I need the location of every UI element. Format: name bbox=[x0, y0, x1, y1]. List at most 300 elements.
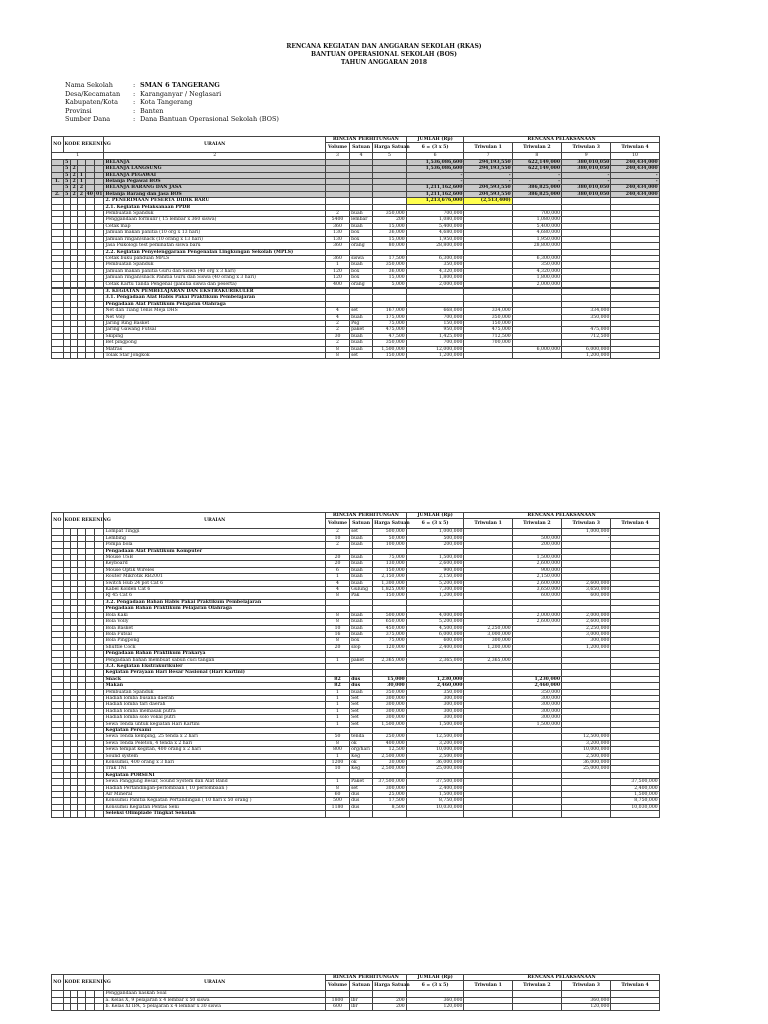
row-harga: 1,300,000 bbox=[373, 580, 407, 586]
row-triwulan-1: 294,193,550 bbox=[464, 159, 512, 165]
col-volume-header: Volume bbox=[325, 981, 349, 991]
col-tw4-header: Triwulan 4 bbox=[611, 981, 659, 991]
row-volume: 2 bbox=[325, 211, 349, 217]
row-harga: 17,500 bbox=[373, 798, 407, 804]
identity-value: Karanganyar / Neglasari bbox=[140, 89, 222, 98]
row-satuan: box bbox=[350, 275, 373, 281]
row-triwulan-3: 2,500,000 bbox=[562, 753, 611, 759]
row-uraian: Hadiah lomba solo vokal putri bbox=[104, 715, 325, 721]
row-volume: 20 bbox=[325, 555, 349, 561]
row-jumlah: 1,213,676,000 bbox=[406, 198, 464, 204]
row-jumlah: 360,000 bbox=[406, 997, 464, 1003]
row-kode bbox=[70, 1004, 77, 1010]
row-jumlah: 2,150,000 bbox=[406, 574, 464, 580]
row-harga: 30,000 bbox=[373, 683, 407, 689]
row-uraian: 2.1. Kegiatan Pelaksanaan PPDB bbox=[104, 204, 325, 210]
row-volume: 8 bbox=[325, 785, 349, 791]
row-triwulan-3: 12,500,000 bbox=[562, 734, 611, 740]
row-triwulan-2: 1,800,000 bbox=[512, 275, 561, 281]
row-volume: 1180 bbox=[325, 804, 349, 810]
row-triwulan-3: 1,200,000 bbox=[562, 644, 611, 650]
row-triwulan-4: 37,500,000 bbox=[611, 779, 659, 785]
row-triwulan-4: 1,500,000 bbox=[611, 792, 659, 798]
row-triwulan-2: 2,600,000 bbox=[512, 619, 561, 625]
col-tw1-header: Triwulan 1 bbox=[464, 143, 512, 153]
row-satuan: Keg bbox=[350, 766, 373, 772]
row-harga: 36,000 bbox=[373, 268, 407, 274]
row-triwulan-2: 350,000 bbox=[512, 262, 561, 268]
row-harga: 5,000 bbox=[373, 281, 407, 287]
row-triwulan-2: 6,300,000 bbox=[512, 255, 561, 261]
row-jumlah: 5,200,000 bbox=[406, 619, 464, 625]
row-triwulan-2: 900,000 bbox=[512, 567, 561, 573]
row-satuan: Keg bbox=[350, 753, 373, 759]
row-triwulan-4: 240,434,000 bbox=[611, 159, 659, 165]
col-jumlah-formula: 6 = (3 x 5) bbox=[406, 981, 464, 991]
row-jumlah: 1,500,000 bbox=[406, 721, 464, 727]
row-triwulan-3: 6,000,000 bbox=[562, 346, 611, 352]
row-jumlah: 1,950,000 bbox=[406, 236, 464, 242]
col-rencana-header: RENCANA PELAKSANAAN bbox=[464, 975, 659, 981]
row-satuan bbox=[350, 811, 373, 817]
colnum-cell: 9 bbox=[562, 153, 611, 159]
row-jumlah: 4,680,000 bbox=[406, 230, 464, 236]
colnum-cell: 6 bbox=[406, 153, 464, 159]
row-harga: 2,500,000 bbox=[373, 753, 407, 759]
row-uraian: Jasa Psikologi test peminatan siswa baru bbox=[104, 243, 325, 249]
row-triwulan-4 bbox=[611, 1004, 659, 1010]
col-satuan-header: Satuan bbox=[350, 519, 373, 529]
row-satuan: ok bbox=[350, 760, 373, 766]
row-triwulan-3: 10,000,000 bbox=[562, 747, 611, 753]
colnum-cell: 1 bbox=[52, 153, 104, 159]
row-volume: 82 bbox=[325, 676, 349, 682]
row-jumlah: 6,000,000 bbox=[406, 631, 464, 637]
row-harga: 75,000 bbox=[373, 638, 407, 644]
row-triwulan-2: 386,825,000 bbox=[512, 185, 561, 191]
colnum-cell: 2 bbox=[104, 153, 325, 159]
row-triwulan-1 bbox=[464, 353, 512, 359]
row-harga: 500,000 bbox=[373, 612, 407, 618]
row-volume: 600 bbox=[325, 1004, 349, 1010]
row-jumlah: 900,000 bbox=[406, 567, 464, 573]
col-tw3-header: Triwulan 3 bbox=[562, 981, 611, 991]
row-satuan: box bbox=[350, 638, 373, 644]
row-triwulan-2: 1,080,000 bbox=[512, 217, 561, 223]
identity-label: Desa/Kecamatan bbox=[65, 89, 121, 98]
row-triwulan-2 bbox=[512, 811, 561, 817]
row-volume: 1 bbox=[325, 753, 349, 759]
row-harga: 200 bbox=[373, 217, 407, 223]
row-uraian: a. Kelas X, 9 pelajaran x 4 lembar x 50 siswa bbox=[104, 997, 325, 1003]
row-triwulan-2: 500,000 bbox=[512, 535, 561, 541]
row-jumlah: 1,536,086,600 bbox=[406, 166, 464, 172]
row-triwulan-2: 1,230,000 bbox=[512, 676, 561, 682]
row-volume: 30 bbox=[325, 333, 349, 339]
row-satuan: orang bbox=[350, 281, 373, 287]
row-kode bbox=[78, 1004, 85, 1010]
row-uraian: Makan bbox=[104, 683, 325, 689]
row-kode: 5 bbox=[63, 172, 70, 178]
row-kode: 5 bbox=[63, 159, 70, 165]
col-uraian-header: URAIAN bbox=[104, 513, 325, 529]
identity-value: Kota Tangerang bbox=[140, 98, 193, 106]
row-satuan: box bbox=[350, 268, 373, 274]
row-satuan: buah bbox=[350, 574, 373, 580]
row-jumlah: 3,200,000 bbox=[406, 740, 464, 746]
identity-label: Nama Sekolah bbox=[65, 81, 113, 89]
row-harga: 47,500 bbox=[373, 333, 407, 339]
row-triwulan-2: 300,000 bbox=[512, 708, 561, 714]
row-triwulan-2: 622,149,000 bbox=[512, 159, 561, 165]
row-harga: 150,000 bbox=[373, 567, 407, 573]
row-jumlah: 2,460,000 bbox=[406, 683, 464, 689]
row-triwulan-4 bbox=[611, 811, 659, 817]
row-jumlah: 1,211,162,600 bbox=[406, 191, 464, 197]
row-jumlah: 4,000,000 bbox=[406, 612, 464, 618]
row-uraian: Jaring Gawang Futsal bbox=[104, 327, 325, 333]
identity-label: Kabupaten/Kota bbox=[65, 98, 119, 106]
row-triwulan-3: 360,000 bbox=[562, 997, 611, 1003]
identity-value: Dana Bantuan Operasional Sekolah (BOS) bbox=[140, 115, 279, 123]
row-uraian: Jamuan ringan/snack (10 orang x 13 hari) bbox=[104, 236, 325, 242]
row-satuan: set bbox=[350, 785, 373, 791]
row-triwulan-3: - bbox=[562, 179, 611, 185]
row-harga: 15,000 bbox=[373, 236, 407, 242]
row-jumlah: 300,000 bbox=[406, 702, 464, 708]
colnum-cell: 3 bbox=[325, 153, 349, 159]
row-triwulan-3: 300,000 bbox=[562, 638, 611, 644]
row-jumlah: 1,500,000 bbox=[406, 792, 464, 798]
row-triwulan-4: 8,750,000 bbox=[611, 798, 659, 804]
row-triwulan-1: 300,000 bbox=[464, 638, 512, 644]
row-satuan: Set bbox=[350, 708, 373, 714]
row-uraian: Matras bbox=[104, 346, 325, 352]
row-triwulan-3: 380,010,050 bbox=[562, 166, 611, 172]
row-kode bbox=[95, 353, 104, 359]
row-satuan: box bbox=[350, 230, 373, 236]
row-kode: 2 bbox=[78, 191, 85, 197]
colnum-cell: 5 bbox=[373, 153, 407, 159]
row-triwulan-3: 2,000,000 bbox=[562, 612, 611, 618]
school-identity-block bbox=[65, 81, 279, 124]
row-triwulan-1: 350,000 bbox=[464, 314, 512, 320]
col-harga-header: Harga Satuan bbox=[373, 519, 407, 529]
row-kode: 2 bbox=[70, 166, 77, 172]
row-uraian: 3.3. Kegiatan Ekstrakurikuler bbox=[104, 663, 325, 669]
row-jumlah: 1,500,000 bbox=[406, 555, 464, 561]
row-jumlah: 12,500,000 bbox=[406, 734, 464, 740]
rkas-table-page-3 bbox=[51, 974, 707, 1011]
row-kode: 2 bbox=[70, 191, 77, 197]
row-uraian: Pengadaan Bahan Praktikum Prakarya bbox=[104, 651, 325, 657]
row-kode: 5 bbox=[63, 166, 70, 172]
row-jumlah: 1,536,086,600 bbox=[406, 159, 464, 165]
row-triwulan-3: - bbox=[562, 172, 611, 178]
row-triwulan-1: (2,513,400) bbox=[464, 198, 512, 204]
row-volume: 1 bbox=[325, 702, 349, 708]
row-kode: 01 bbox=[96, 191, 103, 197]
row-jumlah: 2,365,000 bbox=[406, 657, 464, 663]
row-uraian: Pembuatan Spanduk bbox=[104, 262, 325, 268]
row-jumlah: 10,000,000 bbox=[406, 747, 464, 753]
row-jumlah: 2,600,000 bbox=[406, 561, 464, 567]
row-harga: 300,000 bbox=[373, 702, 407, 708]
report-year: TAHUN ANGGARAN 2018 bbox=[340, 59, 428, 66]
row-triwulan-2: 300,000 bbox=[512, 715, 561, 721]
row-volume: 4 bbox=[325, 580, 349, 586]
row-volume: 2 bbox=[325, 320, 349, 326]
row-kode bbox=[78, 811, 85, 817]
row-no bbox=[52, 811, 64, 817]
row-satuan: Set bbox=[350, 721, 373, 727]
row-jumlah: 350,000 bbox=[406, 689, 464, 695]
identity-label: Sumber Dana bbox=[65, 115, 111, 123]
row-no: 1. bbox=[52, 179, 64, 185]
row-jumlah: - bbox=[406, 172, 464, 178]
row-uraian: Switch Hub 24 pot Cat 6 bbox=[104, 580, 325, 586]
row-triwulan-4: - bbox=[611, 179, 659, 185]
row-triwulan-3: 380,010,050 bbox=[562, 191, 611, 197]
row-triwulan-1 bbox=[464, 811, 512, 817]
row-volume: 120 bbox=[325, 268, 349, 274]
row-satuan: lembar bbox=[350, 217, 373, 223]
row-jumlah: 37,500,000 bbox=[406, 779, 464, 785]
row-volume: 1 bbox=[325, 715, 349, 721]
row-volume: 82 bbox=[325, 683, 349, 689]
row-harga: 1,500,000 bbox=[373, 721, 407, 727]
row-harga: 2,150,000 bbox=[373, 574, 407, 580]
row-uraian: Kabel Kolden Cat 6 bbox=[104, 587, 325, 593]
row-satuan: Set bbox=[350, 715, 373, 721]
row-jumlah: 1,800,000 bbox=[406, 275, 464, 281]
row-harga: 300,000 bbox=[373, 785, 407, 791]
row-harga: 100,000 bbox=[373, 542, 407, 548]
row-uraian: BELANJA BARANG DAN JASA bbox=[104, 185, 325, 191]
row-jumlah: 10,030,000 bbox=[406, 804, 464, 810]
row-uraian: Bet pingpong bbox=[104, 340, 325, 346]
row-triwulan-4: 240,434,000 bbox=[611, 185, 659, 191]
col-jumlah-header: JUMLAH (Rp) bbox=[406, 137, 464, 143]
row-triwulan-3: 334,000 bbox=[562, 308, 611, 314]
row-satuan: dus bbox=[350, 792, 373, 798]
row-jumlah: 700,000 bbox=[406, 211, 464, 217]
row-satuan: buah bbox=[350, 625, 373, 631]
row-triwulan-2: 300,000 bbox=[512, 695, 561, 701]
row-uraian: Cetak Kartu Tanda Pengenal (panitia siswa dan peserta) bbox=[104, 281, 325, 287]
row-uraian: Pengadaan Bahan Praktikum Pelajaran Olahraga bbox=[104, 606, 325, 612]
col-jumlah-formula: 6 = (3 x 5) bbox=[406, 143, 464, 153]
row-uraian: b. Kelas XI IPA, 5 pelajaran x 4 lembar x 30 siswa bbox=[104, 1004, 325, 1010]
row-kode: 5 bbox=[63, 179, 70, 185]
row-triwulan-3: 2,600,000 bbox=[562, 580, 611, 586]
row-kode bbox=[63, 811, 70, 817]
row-uraian: BELANJA bbox=[104, 159, 325, 165]
row-uraian: Seleksi Olimpiade Tingkat Sekolah bbox=[104, 811, 325, 817]
row-triwulan-1: 334,000 bbox=[464, 308, 512, 314]
col-rincian-header: RINCIAN PERHITUNGAN bbox=[325, 513, 406, 519]
identity-colon: : bbox=[133, 115, 136, 123]
row-triwulan-3: 36,000,000 bbox=[562, 760, 611, 766]
row-volume: 1200 bbox=[325, 760, 349, 766]
row-satuan: Paket bbox=[350, 779, 373, 785]
row-uraian: 2. PENERIMAAN PESERTA DIDIK BARU bbox=[104, 198, 325, 204]
row-uraian: Belanja Pegawai BOS bbox=[104, 179, 325, 185]
row-satuan: Set bbox=[350, 702, 373, 708]
identity-row bbox=[65, 81, 279, 90]
row-jumlah: 4,500,000 bbox=[406, 625, 464, 631]
row-satuan: Pak bbox=[350, 593, 373, 599]
row-uraian: Konsumsi, 400 orang x 3 hari bbox=[104, 760, 325, 766]
row-triwulan-1: 204,593,550 bbox=[464, 185, 512, 191]
row-satuan: ok bbox=[350, 740, 373, 746]
row-kode bbox=[85, 811, 94, 817]
col-uraian-header: URAIAN bbox=[104, 137, 325, 153]
row-volume: 4 bbox=[325, 587, 349, 593]
identity-row bbox=[65, 98, 279, 107]
row-harga: 2,365,000 bbox=[373, 657, 407, 663]
row-uraian: Skiping bbox=[104, 333, 325, 339]
row-kode bbox=[85, 1004, 94, 1010]
row-uraian: Konsumsi Kegiatan Pentas Seni bbox=[104, 804, 325, 810]
row-triwulan-3: 380,010,050 bbox=[562, 159, 611, 165]
row-harga: 300,000 bbox=[373, 708, 407, 714]
col-jumlah-header: JUMLAH (Rp) bbox=[406, 513, 464, 519]
row-satuan: orang bbox=[350, 243, 373, 249]
row-triwulan-3: 25,000,000 bbox=[562, 766, 611, 772]
row-uraian: Jamuan makan panitia Guru dan Siswa (40 org x 3 hari) bbox=[104, 268, 325, 274]
row-satuan: buah bbox=[350, 631, 373, 637]
row-harga: 8,500 bbox=[373, 804, 407, 810]
row-triwulan-2: 386,825,000 bbox=[512, 191, 561, 197]
identity-value: SMAN 6 TANGERANG bbox=[140, 81, 220, 89]
row-satuan: slop bbox=[350, 644, 373, 650]
row-triwulan-2 bbox=[512, 1004, 561, 1010]
col-tw1-header: Triwulan 1 bbox=[464, 981, 512, 991]
row-satuan: Psg bbox=[350, 320, 373, 326]
row-kode bbox=[85, 353, 94, 359]
row-triwulan-1: 204,593,550 bbox=[464, 191, 512, 197]
row-jumlah: 150,000 bbox=[406, 320, 464, 326]
row-volume: 130 bbox=[325, 236, 349, 242]
row-volume: 1 bbox=[325, 779, 349, 785]
row-uraian: Belanja Barang dan Jasa BOS bbox=[104, 191, 325, 197]
row-harga: 300,000 bbox=[373, 695, 407, 701]
row-jumlah: 2,400,000 bbox=[406, 644, 464, 650]
row-jumlah: 5,400,000 bbox=[406, 223, 464, 229]
row-uraian: BELANJA LANGSUNG bbox=[104, 166, 325, 172]
row-satuan: set bbox=[350, 308, 373, 314]
row-jumlah: 2,400,000 bbox=[406, 785, 464, 791]
row-jumlah: 668,000 bbox=[406, 308, 464, 314]
row-triwulan-2: 622,149,000 bbox=[512, 166, 561, 172]
row-uraian: 3. KEGIATAN PEMBELAJARAN DAN EKSTRAKURIKULER bbox=[104, 288, 325, 294]
row-triwulan-2: 2,460,000 bbox=[512, 683, 561, 689]
row-uraian: Kegiatan PORSENI bbox=[104, 772, 325, 778]
row-uraian: Snack bbox=[104, 676, 325, 682]
row-volume: 1 bbox=[325, 708, 349, 714]
row-harga: 475,000 bbox=[373, 327, 407, 333]
colnum-cell: 4 bbox=[350, 153, 373, 159]
row-triwulan-3: 380,010,050 bbox=[562, 185, 611, 191]
row-uraian: Mouse Optik Wireles bbox=[104, 567, 325, 573]
row-volume: 8 bbox=[325, 619, 349, 625]
row-harga: 15,000 bbox=[373, 223, 407, 229]
row-triwulan-3: 600,000 bbox=[562, 593, 611, 599]
col-jumlah-formula: 6 = (3 x 5) bbox=[406, 519, 464, 529]
row-jumlah: 7,300,000 bbox=[406, 587, 464, 593]
col-rencana-header: RENCANA PELAKSANAAN bbox=[464, 513, 659, 519]
row-jumlah: 300,000 bbox=[406, 708, 464, 714]
row-volume: 1 bbox=[325, 721, 349, 727]
row-volume: 60 bbox=[325, 792, 349, 798]
row-uraian: Pengadaan Alat Praktikum Pelajaran Olahraga bbox=[104, 301, 325, 307]
row-harga: 37,500,000 bbox=[373, 779, 407, 785]
row-volume: 2 bbox=[325, 340, 349, 346]
row-satuan: buah bbox=[350, 567, 373, 573]
row-volume: 1 bbox=[325, 695, 349, 701]
col-tw2-header: Triwulan 2 bbox=[512, 981, 561, 991]
row-uraian: 2.2. Kegiatan Penyelenggaraan Pengenalan Lingkungan Sekolah (MPLS) bbox=[104, 249, 325, 255]
row-harga: 400,000 bbox=[373, 740, 407, 746]
row-triwulan-4: 10,030,000 bbox=[611, 804, 659, 810]
row-jumlah: 6,300,000 bbox=[406, 255, 464, 261]
row-triwulan-2: 4,320,000 bbox=[512, 268, 561, 274]
row-volume: 10 bbox=[325, 766, 349, 772]
row-kode bbox=[78, 353, 85, 359]
row-uraian: Sewa Tenda untuk kegiatan Hari Kartini bbox=[104, 721, 325, 727]
row-volume: 8 bbox=[325, 353, 349, 359]
row-satuan: buah bbox=[350, 314, 373, 320]
row-no bbox=[52, 353, 64, 359]
row-triwulan-2: 2,600,000 bbox=[512, 561, 561, 567]
row-harga: 15,000 bbox=[373, 676, 407, 682]
col-tw3-header: Triwulan 3 bbox=[562, 519, 611, 529]
row-triwulan-2: 4,680,000 bbox=[512, 230, 561, 236]
col-kode-header: KODE REKENING bbox=[63, 137, 104, 153]
row-kode bbox=[63, 1004, 70, 1010]
row-kode bbox=[70, 811, 77, 817]
row-volume: 20 bbox=[325, 561, 349, 567]
row-volume: 130 bbox=[325, 230, 349, 236]
row-harga: 1,500,000 bbox=[373, 346, 407, 352]
row-jumlah: 1,200,000 bbox=[406, 593, 464, 599]
row-triwulan-2: 600,000 bbox=[512, 593, 561, 599]
row-jumlah: 5,200,000 bbox=[406, 580, 464, 586]
row-kode: 5 bbox=[63, 185, 70, 191]
row-volume: 10 bbox=[325, 535, 349, 541]
row-satuan: Gulung bbox=[350, 587, 373, 593]
row-uraian: Jamuan ringan/snack Panitia Guru dan Siswa (40 orang x 3 hari) bbox=[104, 275, 325, 281]
row-harga: 350,000 bbox=[373, 340, 407, 346]
row-triwulan-2: 1,500,000 bbox=[512, 555, 561, 561]
row-jumlah: 1,211,162,600 bbox=[406, 185, 464, 191]
row-harga: 150,000 bbox=[373, 593, 407, 599]
row-triwulan-3: 3,650,000 bbox=[562, 587, 611, 593]
row-triwulan-3: 712,500 bbox=[562, 333, 611, 339]
row-triwulan-3: - bbox=[562, 535, 611, 541]
row-triwulan-1: 294,193,550 bbox=[464, 166, 512, 172]
row-jumlah: - bbox=[406, 179, 464, 185]
identity-row bbox=[65, 115, 279, 124]
row-harga: 350,000 bbox=[373, 689, 407, 695]
table-row bbox=[52, 353, 707, 359]
row-harga: 350,000 bbox=[373, 262, 407, 268]
table-row bbox=[52, 1004, 707, 1010]
row-uraian: Tolak Star Jongkok bbox=[104, 353, 325, 359]
row-jumlah: 700,000 bbox=[406, 314, 464, 320]
row-volume: 4 bbox=[325, 314, 349, 320]
